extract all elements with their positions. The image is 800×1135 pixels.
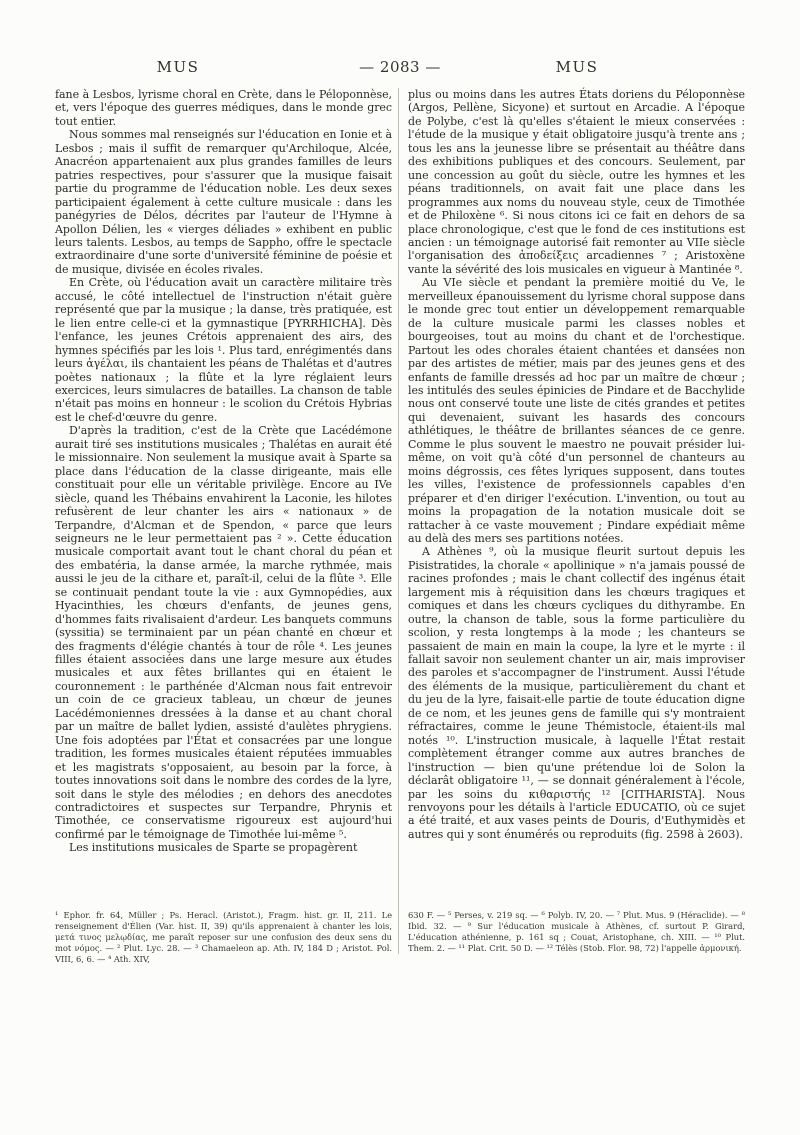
paragraph: En Crète, où l'éducation avait un caractère militaire très accusé, le côté intellectuel de l'instruction n'était guère représenté que par la musique ; la danse, très pratiquée, est le lien entre celle-ci et la gymnastique [PYRRHICHA]. Dès l'enfance, les jeunes Crétois apprenaient des airs, des hymnes spécifiés par les lois ¹. Plus tard, enrégimentés dans leurs ἀγέλαι, ils chantaient les péans de Thalétas et d'autres poètes nationaux ; la flûte et la lyre réglaient leurs exercices, leurs simulacres de batailles. La chanson de table n'était pas moins en honneur : le scolion du Crétois Hybrias est le chef-d'œuvre du genre. <box>55 276 392 424</box>
text-column-right <box>408 88 745 855</box>
paragraph: plus ou moins dans les autres États doriens du Péloponnèse (Argos, Pellène, Sicyone) et surtout en Arcadie. A l'époque de Polybe, c'est là qu'elles s'étaient le mieux conservées : l'étude de la musique y était obligatoire jusqu'à trente ans ; tous les ans la jeunesse libre se présentait au théâtre dans des exhibitions publiques et des concours. Seulement, par une concession au goût du siècle, outre les hymnes et les péans traditionnels, on avait fait une place dans les programmes aux noms du nouveau style, ceux de Timothée et de Philoxène ⁶. Si nous citons ici ce fait en dehors de sa place chronologique, c'est que le fond de ces institutions est ancien : un témoignage autorisé fait remonter au VIIe siècle l'organisation des ἀποδείξεις arcadiennes ⁷ ; Aristoxène vante la sévérité des lois musicales en vigueur à Mantinée ⁸. <box>408 88 745 276</box>
paragraph: Nous sommes mal renseignés sur l'éducation en Ionie et à Lesbos ; mais il suffit de remarquer qu'Archiloque, Alcée, Anacréon appartenaient aux plus grandes familles de leurs patries respectives, pour s'assurer que la musique faisait partie du programme de l'éducation noble. Les deux sexes participaient également à cette culture musicale : dans les panégyries de Délos, décrites par l'auteur de l'Hymne à Apollon Délien, les « vierges déliades » exhibent en public leurs talents. Lesbos, au temps de Sappho, offre le spectacle extraordinaire d'une sorte d'université féminine de poésie et de musique, divisée en écoles rivales. <box>55 128 392 276</box>
paragraph: fane à Lesbos, lyrisme choral en Crète, dans le Péloponnèse, et, vers l'époque des guerres médiques, dans le monde grec tout entier. <box>55 88 392 128</box>
footnotes <box>55 910 745 965</box>
footnote-right: 630 F. — ⁵ Perses, v. 219 sq. — ⁶ Polyb. IV, 20. — ⁷ Plut. Mus. 9 (Héraclide). — ⁸ Ibid. 32. — ⁹ Sur l'éducation musicale à Athènes, cf. surtout P. Girard, L'éducation athénienne, p. 161 sq ; Couat, Aristophane, ch. XIII. — ¹⁰ Plut. Them. 2. — ¹¹ Plat. Crit. 50 D. — ¹² Télès (Stob. Flor. 98, 72) l'appelle ἁρμονική. <box>408 910 745 953</box>
paragraph: D'après la tradition, c'est de la Crète que Lacédémone aurait tiré ses institutions musicales ; Thalétas en aurait été le missionnaire. Non seulement la musique avait à Sparte sa place dans l'éducation de la classe dirigeante, mais elle constituait pour elle un véritable privilège. Encore au IVe siècle, quand les Thébains envahirent la Laconie, les hilotes refusèrent de leur chanter les airs « nationaux » de Terpandre, d'Alcman et de Spendon, « parce que leurs seigneurs ne le leur permettaient pas ² ». Cette éducation musicale comportait avant tout le chant choral du péan et des embatéria, la danse armée, la marche rythmée, mais aussi le jeu de la cithare et, paraît-il, celui de la flûte ³. Elle se continuait pendant toute la vie : aux Gymnopédies, aux Hyacinthies, les chœurs d'enfants, de jeunes gens, d'hommes faits rivalisaient d'ardeur. Les banquets communs (syssitia) se terminaient par un péan chanté en chœur et des fragments d'élégie chantés à tour de rôle ⁴. Les jeunes filles étaient associées dans une large mesure aux études musicales et aux fêtes brillantes qui en étaient le couronnement : le parthénée d'Alcman nous fait entrevoir un coin de ce gracieux tableau, un chœur de jeunes Lacédémoniennes dressées à la danse et au chant choral par un maître de ballet lydien, assisté d'aulètes phrygiens. Une fois adoptées par l'État et consacrées par une longue tradition, les formes musicales étaient réputées immuables et les magistrats s'opposaient, au besoin par la force, à toutes innovations soit dans le nombre des cordes de la lyre, soit dans le style des mélodies ; en dehors des anecdotes contradictoires et suspectes sur Terpandre, Phrynis et Timothée, ce conservatisme rigoureux est aujourd'hui confirmé par le témoignage de Timothée lui-même ⁵. <box>55 424 392 841</box>
paragraph: Au VIe siècle et pendant la première moitié du Ve, le merveilleux épanouissement du lyrisme choral suppose dans le monde grec tout entier un développement remarquable de la culture musicale parmi les classes nobles et bourgeoises, tout au moins du chant et de l'orchestique. Partout les odes chorales étaient chantées et dansées non par des artistes de métier, mais par des jeunes gens et des enfants de famille dressés ad hoc par un maître de chœur ; les intitulés des seules épinicies de Pindare et de Bacchylide nous ont conservé toute une liste de cités grandes et petites qui devenaient, suivant les hasards des concours athlétiques, le théâtre de brillantes séances de ce genre. Comme le plus souvent le maestro ne pouvait présider lui-même, on voit qu'à côté d'un personnel de chanteurs au moins dégrossis, ces fêtes lyriques supposent, dans toutes les villes, l'existence de professionnels capables d'en préparer et d'en diriger l'exécution. L'invention, ou tout au moins la propagation de la notation musicale doit se rattacher à ce vaste mouvement ; Pindare expédiait même au delà des mers ses partitions notées. <box>408 276 745 545</box>
paragraph: Les institutions musicales de Sparte se propagèrent <box>69 841 358 855</box>
running-title-right: MUS <box>555 58 599 76</box>
text-body <box>55 88 745 855</box>
paragraph: A Athènes ⁹, où la musique fleurit surtout depuis les Pisistratides, la chorale « apollinique » n'a jamais poussé de racines profondes ; mais le chant collectif des ingénus était largement mis à réquisition dans les chœurs tragiques et comiques et dans les chœurs cycliques du dithyrambe. En outre, la chanson de table, sous la forme particulière du scolion, y resta longtemps à la mode ; les chanteurs se passaient de main en main la coupe, la lyre et le myrte : il fallait savoir non seulement chanter un air, mais improviser des paroles et s'accompagner de l'instrument. Aussi l'étude des éléments de la musique, particulièrement du chant et du jeu de la lyre, faisait-elle partie de toute éducation digne de ce nom, et les jeunes gens de famille qui s'y montraient réfractaires, comme le jeune Thémistocle, étaient-ils mal notés ¹⁰. L'instruction musicale, à laquelle l'État restait complètement étranger comme aux autres branches de l'instruction — bien qu'une prétendue loi de Solon la déclarât obligatoire ¹¹, — se donnait généralement à l'école, par les soins du κιθαριστής ¹² [CITHARISTA]. Nous renvoyons pour les détails à l'article EDUCATIO, où ce sujet a été traité, et aux vases peints de Douris, d'Euthymidès et autres qui y sont énumérés ou reproduits (fig. 2598 à 2603). <box>408 545 745 841</box>
page-number: — 2083 — <box>359 58 441 76</box>
footnote-left: ¹ Ephor. fr. 64, Müller ; Ps. Heracl. (Aristot.), Fragm. hist. gr. II, 211. Le renseignement d'Élien (Var. hist. II, 39) qu'ils apprenaient à chanter les lois, μετά τινος μελῳδίας, me paraît reposer sur une confusion des deux sens du mot νόμος. — ² Plut. Lyc. 28. — ³ Chamaeleon ap. Ath. IV, 184 D ; Aristot. Pol. VIII, 6, 6. — ⁴ Ath. XIV, <box>55 910 392 964</box>
running-title-left: MUS <box>156 58 200 76</box>
text-column-left <box>55 88 392 855</box>
